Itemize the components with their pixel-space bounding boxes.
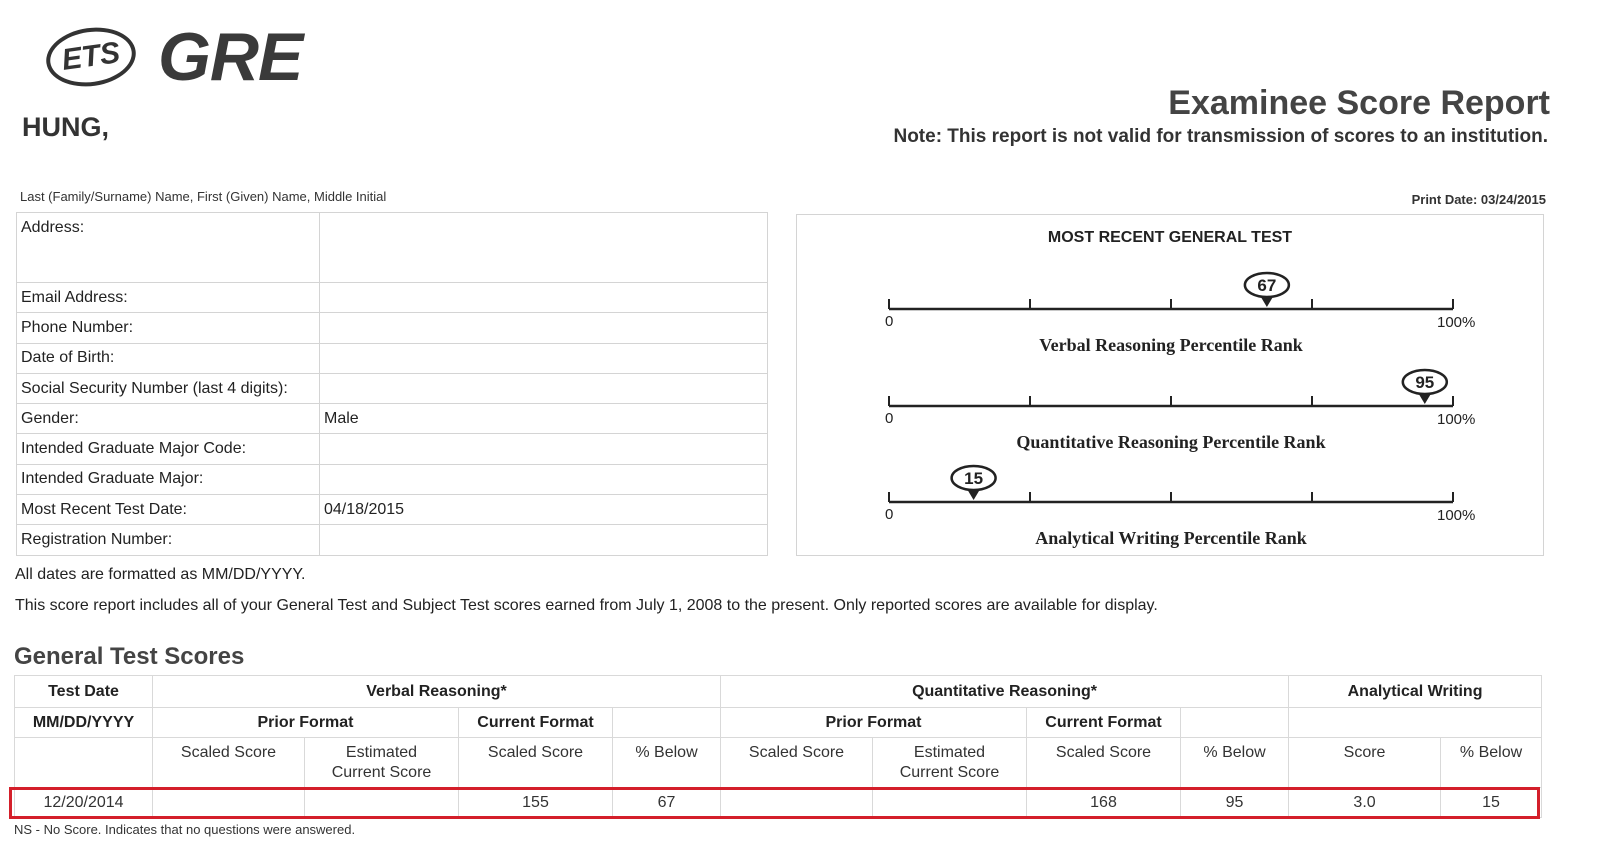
gre-logo xyxy=(46,19,303,95)
info-row-gender xyxy=(17,404,768,434)
percentile-marker-value: 15 xyxy=(964,469,984,488)
info-label: Social Security Number (last 4 digits): xyxy=(17,373,320,403)
percentile-min-label: 0 xyxy=(885,313,894,330)
info-row-major xyxy=(17,464,768,494)
percentile-bar-title: Quantitative Reasoning Percentile Rank xyxy=(1016,432,1326,452)
examinee-name: HUNG, xyxy=(22,112,109,142)
header-quant-prior-scaled: Scaled Score xyxy=(721,738,873,788)
header-row-2 xyxy=(15,708,1542,738)
print-date: Print Date: 03/24/2015 xyxy=(1411,192,1546,207)
report-title: Examinee Score Report xyxy=(1168,84,1550,122)
header-row-3 xyxy=(15,738,1542,788)
info-row-dob xyxy=(17,343,768,373)
info-value xyxy=(320,283,768,313)
header-verbal-current-scaled: Scaled Score xyxy=(459,738,613,788)
header-row-1 xyxy=(15,676,1542,708)
header-quant-prior-format: Prior Format xyxy=(721,708,1027,738)
report-scope-note: This score report includes all of your General Test and Subject Test scores earned from July 1, 2008 to the present. Only reported scores are available for display. xyxy=(15,597,1158,614)
info-row-email xyxy=(17,283,768,313)
ets-logo-text: ETS xyxy=(59,36,123,77)
percentile-marker-pointer xyxy=(1419,394,1431,404)
date-format-note: All dates are formatted as MM/DD/YYYY. xyxy=(15,566,306,583)
info-value xyxy=(320,525,768,555)
header-quant-pct-below: % Below xyxy=(1181,738,1289,788)
score-writing-score: 3.0 xyxy=(1289,788,1441,818)
header-writing: Analytical Writing xyxy=(1289,676,1542,708)
info-row-registration xyxy=(17,525,768,555)
header-writing-pct-below: % Below xyxy=(1441,738,1542,788)
info-label: Intended Graduate Major: xyxy=(17,464,320,494)
percentile-min-label: 0 xyxy=(885,410,894,427)
header-verbal-prior-estimated xyxy=(305,738,459,788)
info-label: Intended Graduate Major Code: xyxy=(17,434,320,464)
header-test-date: Test Date xyxy=(15,676,153,708)
info-label: Phone Number: xyxy=(17,313,320,343)
score-row-highlight xyxy=(9,787,1540,819)
gre-logo-text: GRE xyxy=(158,19,303,95)
estimated-line-2: Current Score xyxy=(899,764,1000,781)
header-date-format: MM/DD/YYYY xyxy=(15,708,153,738)
info-label: Email Address: xyxy=(17,283,320,313)
score-writing-pct-below: 15 xyxy=(1441,788,1542,818)
header-empty xyxy=(1181,708,1289,738)
info-row-test-date xyxy=(17,495,768,525)
info-value xyxy=(320,343,768,373)
info-label: Most Recent Test Date: xyxy=(17,495,320,525)
header-quant-current-scaled: Scaled Score xyxy=(1027,738,1181,788)
info-value: Male xyxy=(320,404,768,434)
header-quant-current-format: Current Format xyxy=(1027,708,1181,738)
percentile-marker-pointer xyxy=(968,490,980,500)
score-quant-pct-below: 95 xyxy=(1181,788,1289,818)
info-label: Gender: xyxy=(17,404,320,434)
header-verbal-pct-below: % Below xyxy=(613,738,721,788)
info-row-address xyxy=(17,213,768,283)
score-verbal-pct-below: 67 xyxy=(613,788,721,818)
percentile-marker-value: 95 xyxy=(1415,373,1435,392)
header-quant: Quantitative Reasoning* xyxy=(721,676,1289,708)
no-score-footnote: NS - No Score. Indicates that no questions were answered. xyxy=(14,822,356,837)
header-verbal-prior-scaled: Scaled Score xyxy=(153,738,305,788)
score-test-date: 12/20/2014 xyxy=(15,788,153,818)
percentile-panel xyxy=(796,214,1544,556)
name-caption: Last (Family/Surname) Name, First (Given) Name, Middle Initial xyxy=(20,189,387,204)
info-value: 04/18/2015 xyxy=(320,495,768,525)
header-empty xyxy=(613,708,721,738)
header-empty xyxy=(15,738,153,788)
estimated-line-2: Current Score xyxy=(331,764,432,781)
info-label: Registration Number: xyxy=(17,525,320,555)
info-value xyxy=(320,464,768,494)
header-verbal-prior-format: Prior Format xyxy=(153,708,459,738)
percentile-bar-title: Verbal Reasoning Percentile Rank xyxy=(1039,335,1303,355)
info-label: Address: xyxy=(17,213,320,283)
section-title: General Test Scores xyxy=(14,643,245,670)
percentile-graphic xyxy=(797,215,1545,557)
estimated-line-1: Estimated xyxy=(345,744,418,761)
percentile-bar-title: Analytical Writing Percentile Rank xyxy=(1035,528,1307,548)
info-value xyxy=(320,373,768,403)
info-value xyxy=(320,434,768,464)
info-row-ssn xyxy=(17,373,768,403)
percentile-max-label: 100% xyxy=(1437,411,1476,428)
percentile-heading: MOST RECENT GENERAL TEST xyxy=(1047,229,1293,246)
info-row-major-code xyxy=(17,434,768,464)
info-value xyxy=(320,213,768,283)
info-row-phone xyxy=(17,313,768,343)
percentile-max-label: 100% xyxy=(1437,314,1476,331)
percentile-max-label: 100% xyxy=(1437,507,1476,524)
score-verbal-current-scaled: 155 xyxy=(459,788,613,818)
ets-logo xyxy=(42,22,139,92)
percentile-marker-value: 67 xyxy=(1257,276,1277,295)
score-quant-current-scaled: 168 xyxy=(1027,788,1181,818)
header-empty xyxy=(1289,708,1542,738)
header-verbal-current-format: Current Format xyxy=(459,708,613,738)
report-note: Note: This report is not valid for transmission of scores to an institution. xyxy=(893,126,1548,147)
estimated-line-1: Estimated xyxy=(913,744,986,761)
header-quant-prior-estimated xyxy=(873,738,1027,788)
percentile-min-label: 0 xyxy=(885,506,894,523)
info-value xyxy=(320,313,768,343)
percentile-marker-pointer xyxy=(1261,297,1273,307)
header-verbal: Verbal Reasoning* xyxy=(153,676,721,708)
info-label: Date of Birth: xyxy=(17,343,320,373)
personal-info-table xyxy=(16,212,768,556)
header-writing-score: Score xyxy=(1289,738,1441,788)
